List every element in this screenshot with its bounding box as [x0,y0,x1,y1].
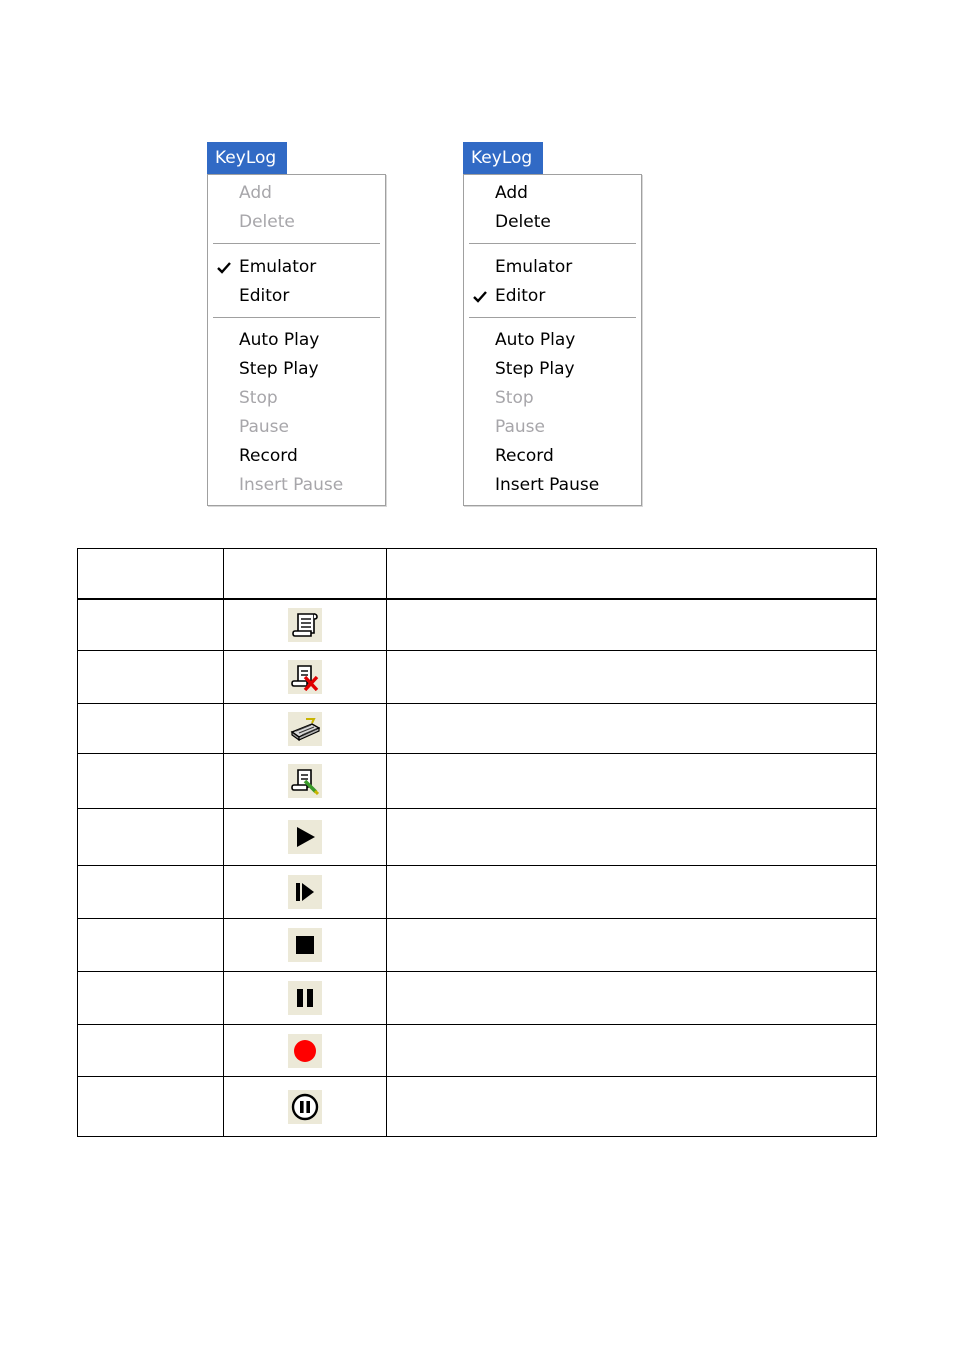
row-name-cell [78,866,224,919]
menu-item-label: Auto Play [239,330,320,350]
row-description-cell [387,1077,877,1137]
menu-item-label: Pause [495,417,545,437]
pause-icon[interactable] [288,981,322,1015]
row-name-cell [78,972,224,1025]
table-row [78,704,877,754]
menu-item-pause[interactable] [464,413,641,441]
row-description-cell [387,704,877,754]
menu-item-stop[interactable] [208,384,385,412]
menu-item-pause[interactable] [208,413,385,441]
keyboard-emulator-icon[interactable] [288,712,322,746]
keylog-editor-icon[interactable] [288,764,322,798]
row-description-cell [387,809,877,866]
keylog-delete-icon[interactable] [288,660,322,694]
menu-item-auto-play[interactable] [464,326,641,354]
header-cell-description [387,549,877,599]
row-name-cell [78,919,224,972]
row-icon-cell [224,754,387,809]
menu-item-label: Record [495,446,554,466]
menu-item-label: Editor [239,286,290,306]
row-description-cell [387,866,877,919]
menu-item-label: Emulator [495,257,573,277]
menu-item-label: Record [239,446,298,466]
menu-item-record[interactable] [464,442,641,470]
menu-item-label: Stop [495,388,534,408]
table-row [78,1077,877,1137]
menu-item-label: Stop [239,388,278,408]
menu-separator [469,317,636,319]
menu-item-label: Auto Play [495,330,576,350]
table-row [78,972,877,1025]
row-icon-cell [224,972,387,1025]
row-name-cell [78,599,224,651]
table-row [78,866,877,919]
row-description-cell [387,972,877,1025]
table-row [78,754,877,809]
row-icon-cell [224,809,387,866]
header-cell-name [78,549,224,599]
row-description-cell [387,919,877,972]
record-icon[interactable] [288,1034,322,1068]
table-row [78,1025,877,1077]
menu-title[interactable]: KeyLog [207,142,287,174]
table-row [78,599,877,651]
row-icon-cell [224,651,387,704]
menu-item-label: Delete [239,212,295,232]
menu-separator [213,243,380,245]
row-icon-cell [224,866,387,919]
menu-item-insert-pause[interactable] [464,471,641,499]
menu-item-editor[interactable] [208,282,385,310]
menu-item-label: Add [495,183,528,203]
row-name-cell [78,651,224,704]
row-name-cell [78,1077,224,1137]
row-description-cell [387,651,877,704]
header-cell-icon [224,549,387,599]
insert-pause-icon[interactable] [288,1090,322,1124]
menu-dropdown [463,174,642,506]
row-name-cell [78,809,224,866]
menu-item-label: Step Play [495,359,575,379]
row-description-cell [387,1025,877,1077]
menu-item-delete[interactable] [464,208,641,236]
menu-item-stop[interactable] [464,384,641,412]
checkmark-icon [473,291,487,303]
row-name-cell [78,1025,224,1077]
menu-title[interactable]: KeyLog [463,142,543,174]
menu-item-label: Add [239,183,272,203]
menu-item-add[interactable] [208,179,385,207]
menu-item-insert-pause[interactable] [208,471,385,499]
menu-item-label: Insert Pause [239,475,344,495]
checkmark-icon [217,262,231,274]
row-name-cell [78,754,224,809]
row-name-cell [78,704,224,754]
table-row [78,919,877,972]
table-row [78,809,877,866]
menu-item-label: Pause [239,417,289,437]
menu-item-label: Emulator [239,257,317,277]
row-icon-cell [224,599,387,651]
menu-separator [469,243,636,245]
row-icon-cell [224,704,387,754]
menu-item-label: Step Play [239,359,319,379]
play-icon[interactable] [288,820,322,854]
row-icon-cell [224,1077,387,1137]
row-icon-cell [224,919,387,972]
row-description-cell [387,599,877,651]
stop-icon[interactable] [288,928,322,962]
menu-item-label: Insert Pause [495,475,600,495]
menu-item-record[interactable] [208,442,385,470]
keylog-scroll-icon[interactable] [288,608,322,642]
step-play-icon[interactable] [288,875,322,909]
menu-item-label: Delete [495,212,551,232]
menu-item-step-play[interactable] [464,355,641,383]
table-header-row [78,549,877,599]
row-icon-cell [224,1025,387,1077]
table-row [78,651,877,704]
menu-item-label: Editor [495,286,546,306]
menu-dropdown [207,174,386,506]
menu-item-delete[interactable] [208,208,385,236]
menu-item-step-play[interactable] [208,355,385,383]
menu-separator [213,317,380,319]
row-description-cell [387,754,877,809]
menu-item-editor[interactable] [464,282,641,310]
menu-item-emulator[interactable] [208,253,385,281]
menu-item-add[interactable] [464,179,641,207]
menu-item-auto-play[interactable] [208,326,385,354]
menu-item-emulator[interactable] [464,253,641,281]
toolbar-icon-table [77,548,877,1137]
